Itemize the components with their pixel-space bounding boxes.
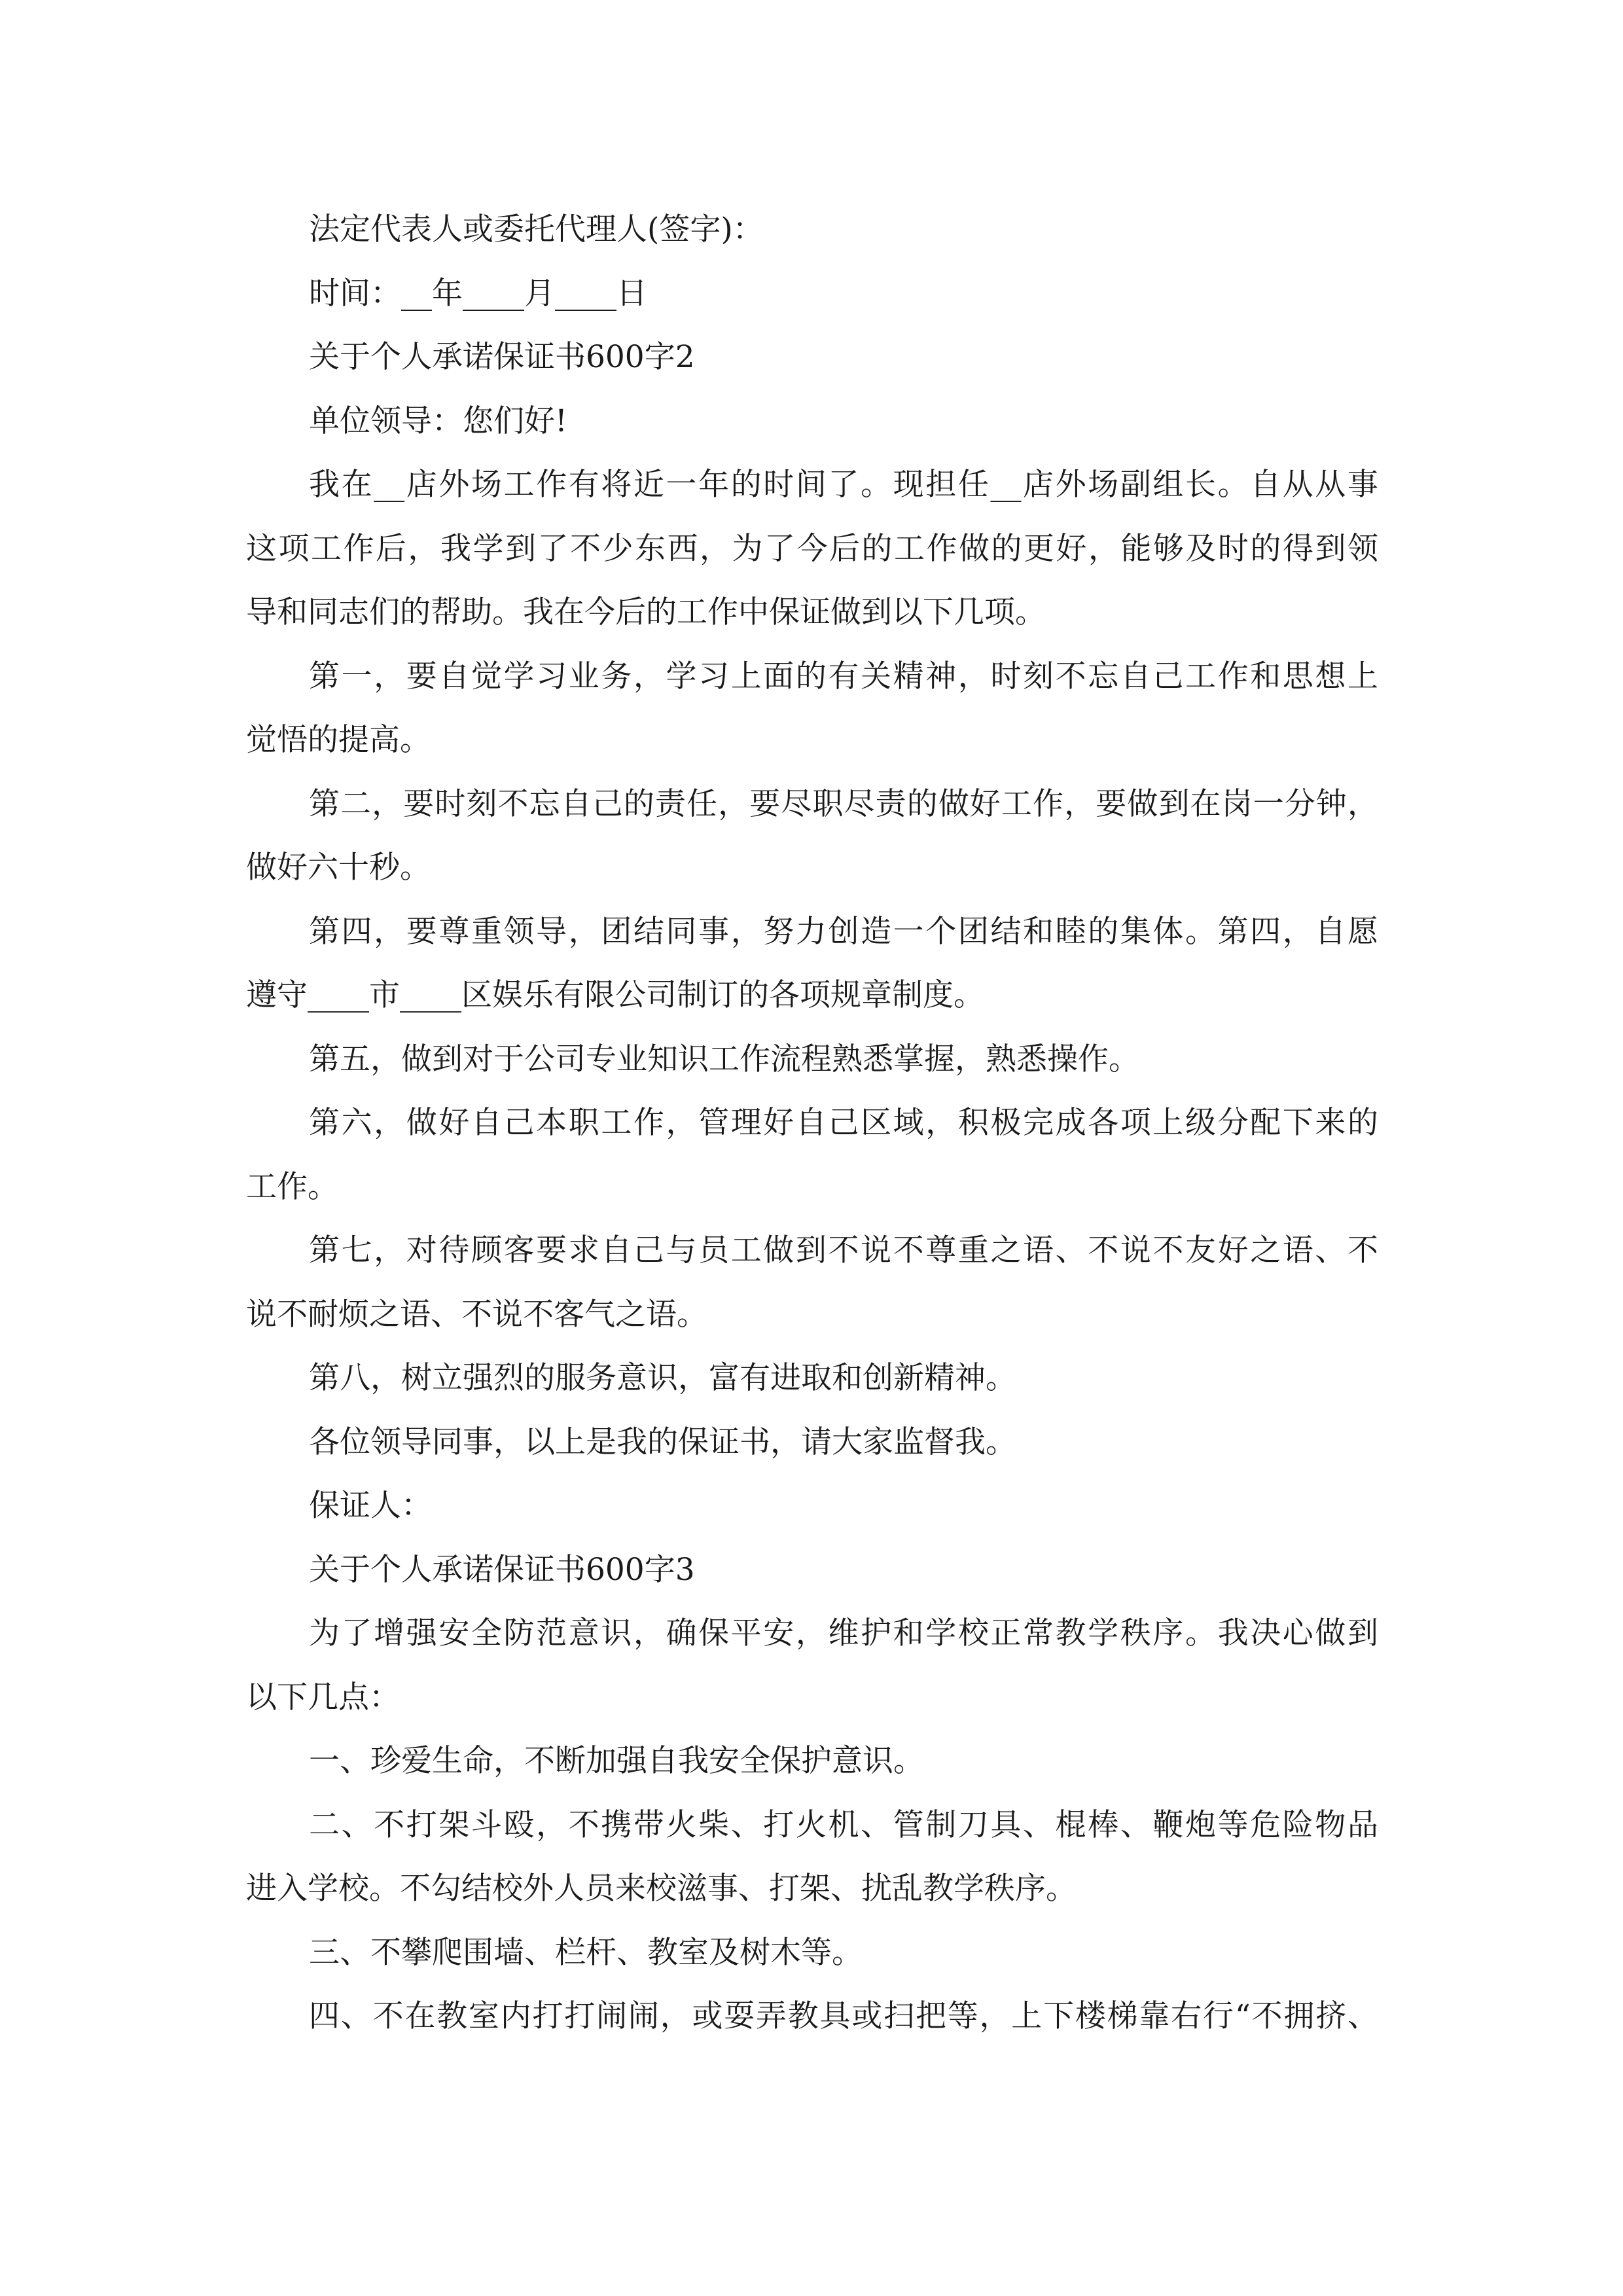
paragraph-line: 以下几点： [246, 1679, 400, 1715]
paragraph-line: 导和同志们的帮助。我在今后的工作中保证做到以下几项。 [246, 594, 1046, 630]
paragraph-line: 第四，要尊重领导，团结同事，努力创造一个团结和睦的集体。第四，自愿 [309, 913, 1378, 950]
date-line: 时间：__年____月____日 [309, 275, 647, 312]
paragraph-line: 各位领导同事，以上是我的保证书，请大家监督我。 [309, 1424, 1016, 1460]
paragraph-line: 进入学校。不勾结校外人员来校滋事、打架、扰乱教学秩序。 [246, 1871, 1077, 1907]
guarantor-line: 保证人： [309, 1488, 432, 1524]
paragraph-line: 第五，做到对于公司专业知识工作流程熟悉掌握，熟悉操作。 [309, 1041, 1139, 1077]
paragraph-line: 为了增强安全防范意识，确保平安，维护和学校正常教学秩序。我决心做到 [309, 1615, 1378, 1651]
paragraph-line: 第二，要时刻不忘自己的责任，要尽职尽责的做好工作，要做到在岗一分钟， [309, 785, 1378, 822]
paragraph-line: 觉悟的提高。 [246, 722, 431, 758]
paragraph-line: 遵守____市____区娱乐有限公司制订的各项规章制度。 [246, 977, 984, 1013]
document-body [246, 198, 1378, 2049]
paragraph-line: 四、不在教室内打打闹闹，或耍弄教具或扫把等，上下楼梯靠右行“不拥挤、 [309, 1998, 1378, 2034]
paragraph-line: 一、珍爱生命，不断加强自我安全保护意识。 [309, 1743, 924, 1779]
paragraph-line: 说不耐烦之语、不说不客气之语。 [246, 1296, 707, 1333]
paragraph-line: 第八，树立强烈的服务意识，富有进取和创新精神。 [309, 1360, 1016, 1396]
paragraph-line: 第六，做好自己本职工作，管理好自己区域，积极完成各项上级分配下来的 [309, 1105, 1378, 1141]
section-heading-2: 关于个人承诺保证书600字2 [309, 339, 695, 375]
paragraph-line: 二、不打架斗殴，不携带火柴、打火机、管制刀具、棍棒、鞭炮等危险物品 [309, 1806, 1378, 1843]
paragraph-line: 工作。 [246, 1168, 338, 1205]
section-heading-3: 关于个人承诺保证书600字3 [309, 1551, 695, 1588]
signature-line: 法定代表人或委托代理人(签字)： [309, 211, 764, 247]
paragraph-line: 这项工作后，我学到了不少东西，为了今后的工作做的更好，能够及时的得到领 [246, 530, 1378, 567]
paragraph-line: 我在__店外场工作有将近一年的时间了。现担任__店外场副组长。自从从事 [309, 467, 1378, 503]
paragraph-line: 第七，对待顾客要求自己与员工做到不说不尊重之语、不说不友好之语、不 [309, 1232, 1378, 1268]
paragraph-line: 第一，要自觉学习业务，学习上面的有关精神，时刻不忘自己工作和思想上 [309, 658, 1378, 694]
paragraph-line: 做好六十秒。 [246, 850, 431, 886]
salutation: 单位领导：您们好! [309, 403, 567, 439]
paragraph-line: 三、不攀爬围墙、栏杆、教室及树木等。 [309, 1934, 863, 1971]
